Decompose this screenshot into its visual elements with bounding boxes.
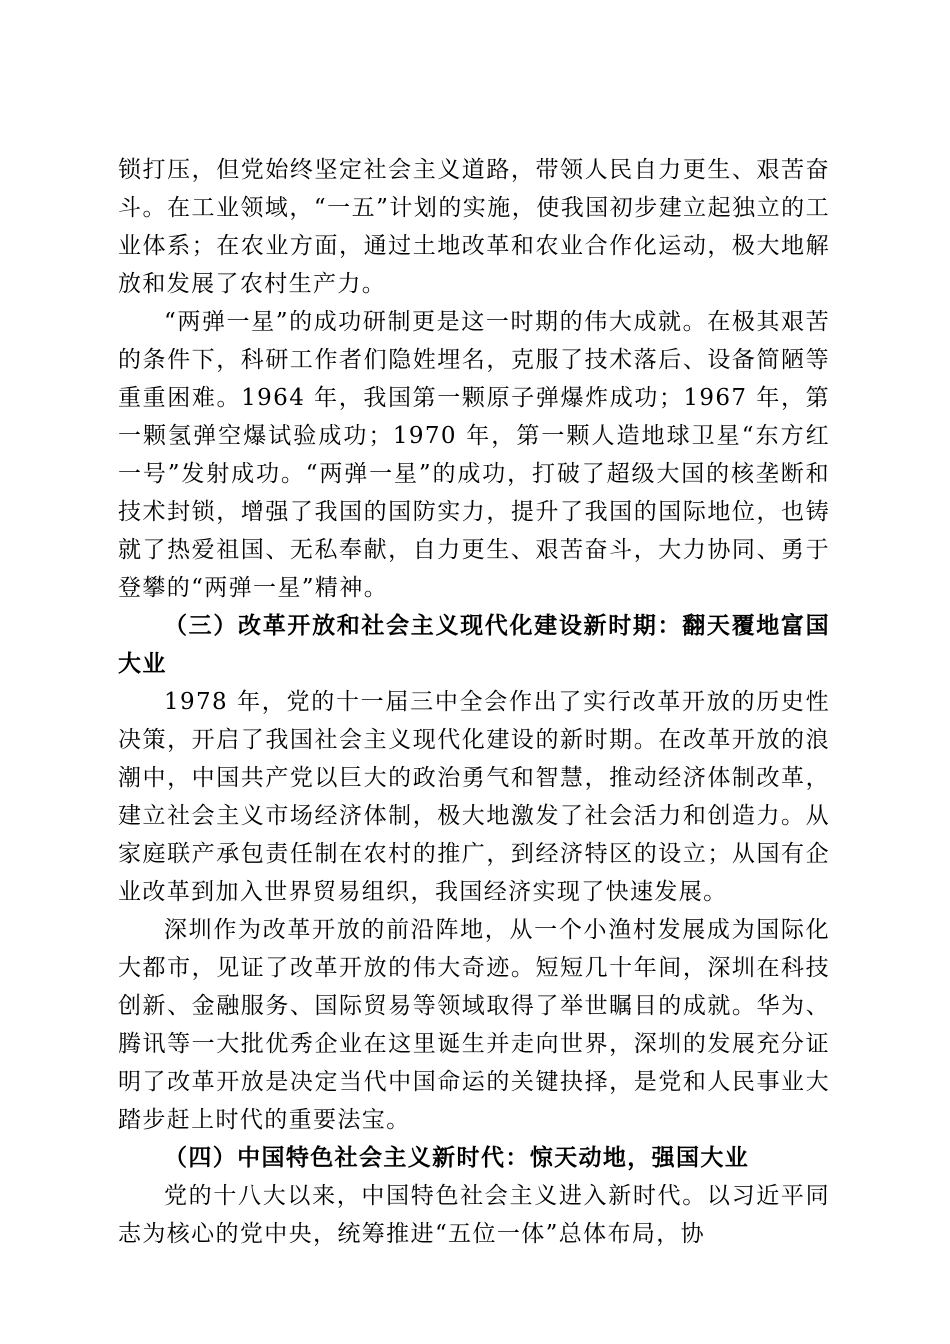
paragraph-shenzhen: 深圳作为改革开放的前沿阵地，从一个小渔村发展成为国际化大都市，见证了改革开放的伟大奇迹。短短几十年间，深圳在科技创新、金融服务、国际贸易等领域取得了举世瞩目的成就。华为、腾讯等一大批优秀企业在这里诞生并走向世界，深圳的发展充分证明了改革开放是决定当代中国命运的关键抉择，是党和人民事业大踏步赶上时代的重要法宝。 (118, 917, 830, 1133)
paragraph-two-bombs-one-satellite: “两弹一星”的成功研制更是这一时期的伟大成就。在极其艰苦的条件下，科研工作者们隐姓埋名，克服了技术落后、设备简陋等重重困难。1964 年，我国第一颗原子弹爆炸成功；1967 年，第一颗氢弹空爆试验成功；1970 年，第一颗人造地球卫星“东方红一号”发射成功。“两弹一星”的成功，打破了超级大国的核垄断和技术封锁，增强了我国的国防实力，提升了我国的国际地位，也铸就了热爱祖国、无私奉献，自力更生、艰苦奋斗，大力协同、勇于登攀的“两弹一星”精神。 (118, 309, 830, 601)
section-heading-new-era: （四）中国特色社会主义新时代：惊天动地，强国大业 (164, 1144, 750, 1171)
paragraph-new-era: 党的十八大以来，中国特色社会主义进入新时代。以习近平同志为核心的党中央，统筹推进“五位一体”总体布局，协 (118, 1183, 830, 1247)
document-body (118, 151, 830, 1253)
paragraph-continuation: 锁打压，但党始终坚定社会主义道路，带领人民自力更生、艰苦奋斗。在工业领域，“一五”计划的实施，使我国初步建立起独立的工业体系；在农业方面，通过土地改革和农业合作化运动，极大地解放和发展了农村生产力。 (118, 157, 830, 297)
section-heading-reform-opening: （三）改革开放和社会主义现代化建设新时期：翻天覆地富国大业 (118, 612, 830, 677)
paragraph-reform-1978: 1978 年，党的十一届三中全会作出了实行改革开放的历史性决策，开启了我国社会主义现代化建设的新时期。在改革开放的浪潮中，中国共产党以巨大的政治勇气和智慧，推动经济体制改革，建立社会主义市场经济体制，极大地激发了社会活力和创造力。从家庭联产承包责任制在农村的推广，到经济特区的设立；从国有企业改革到加入世界贸易组织，我国经济实现了快速发展。 (118, 689, 830, 905)
